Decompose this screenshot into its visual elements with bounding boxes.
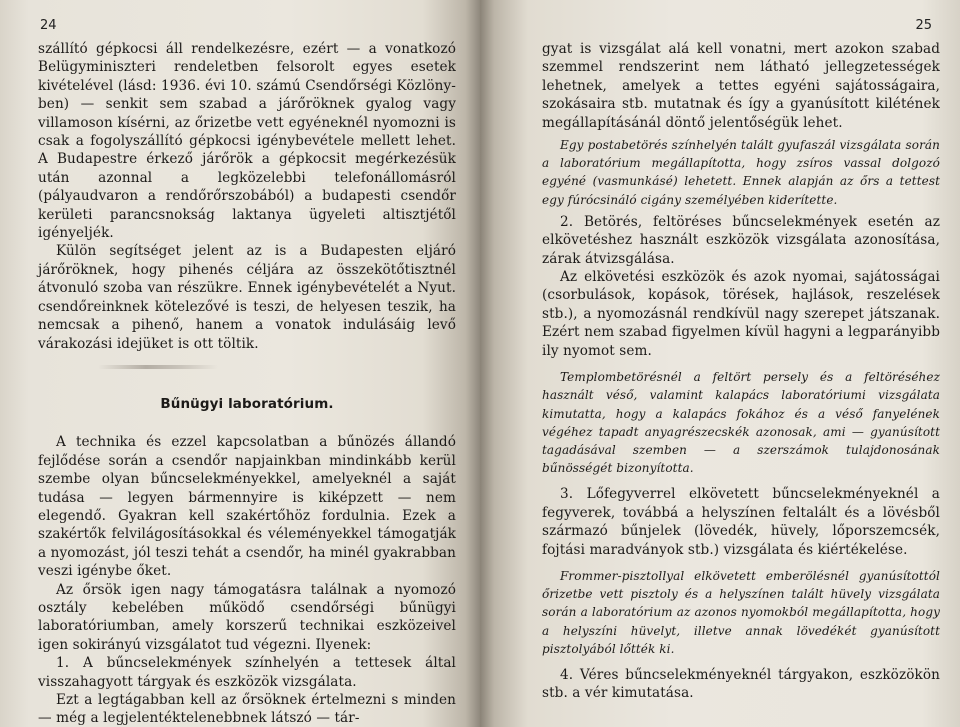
right-paragraph-5: 4. Véres bűncselekményeknél tárgyakon, eszközökön stb. a vér kimutatása. (542, 666, 940, 702)
ink-smudge (98, 365, 218, 369)
left-paragraph-6: Ezt a legtágabban kell az őrsöknek értelmezni s minden — még a legjelentéktelenebbnek látszó — tár- (38, 692, 456, 727)
example-3: Frommer-pisztollyal elkövetett emberölésnél gyanúsítottól őrizetbe vett pisztoly és a helyszínen talált hüvely vizsgálata során a laboratórium az azonos nyomokból megállapította, hogy a helyszíni hüvelyt, illetve annak lövedékét gyanúsított pisztolyából lőtték ki. (542, 568, 940, 656)
section-heading: Bűnügyi laboratórium. (160, 395, 334, 412)
right-page (480, 0, 960, 727)
right-paragraph-2: 2. Betörés, feltöréses bűncselekmények esetén az elkövetéshez használt eszközök vizsgálata azonosítása, zárak átvizsgálása. (542, 213, 940, 267)
right-paragraph-1: gyat is vizsgálat alá kell vonatni, mert azokon szabad szemmel rendszerint nem látható jellegzetességek lehetnek, amelyek a tettes egyéni sajátosságaira, szokásaira stb. mutatnak és így a gyanúsított kilétének megállapításánál döntő jelentőségük lehet. (542, 41, 940, 131)
left-paragraph-5: 1. A bűncselekmények színhelyén a tettesek által visszahagyott tárgyak és eszközök vizsgálata. (38, 655, 456, 690)
left-page-body (38, 40, 456, 727)
right-paragraph-3: Az elkövetési eszközök és azok nyomai, sajátosságai (csorbulások, kopások, törések, hajlások, reszelések stb.), a nyomozásnál rendkívül nagy szerepet játszanak. Ezért nem szabad figyelmen kívül hagyni a legparányibb ily nyomot sem. (542, 269, 940, 359)
left-paragraph-1: szállító gépkocsi áll rendelkezésre, ezért — a vonatkozó Belügyminiszteri rendeletben felsorolt egyes esetek kivételével (lásd: 1936. évi 10. számú Csendőrségi Közlöny-ben) — senkit sem szabad a járőröknek gyalog vagy villamoson kísérni, az őrizetbe vett egyéneknél nyomozni is csak a fogolyszállító gépkocsi igénybevétele mellett lehet. A Budapestre érkező járőrök a gépkocsit megérkezésük után azonnal a legközelebbi telefonállomásról (pályaudvaron a rendőrőrszobából) a budapesti csendőr kerületi parancsnokság laktanya ügyeleti altisztjétől igényeljék. (38, 41, 456, 242)
left-paragraph-3: A technika és ezzel kapcsolatban a bűnözés állandó fejlődése során a csendőr napjainkban mindinkább kerül szembe olyan bűncselekményekkel, amelyeknél a saját tudása — legyen bármennyire is kiképzett — nem elegendő. Gyakran kell szakértőhöz fordulnia. Ezek a szakértők felvilágosításokkal és véleményekkel támogatják a nyomozást, jól teszi tehát a csendőr, ha minél gyakrabban veszi igénybe őket. (38, 434, 456, 580)
example-2: Templombetörésnél a feltört persely és a feltöréséhez használt véső, valamint kalapács laboratóriumi vizsgálata kimutatta, hogy a kalapács fokához és a véső fanyelének végéhez tapadt anyagrészecskék azonosak, ami — gyanúsított tagadásával szemben — a szerszámok tulajdonosának bűnösségét bizonyította. (542, 370, 940, 476)
page-number-right: 25 (915, 18, 932, 33)
page-number-left: 24 (40, 18, 57, 33)
left-paragraph-4: Az őrsök igen nagy támogatásra találnak a nyomozó osztály kebelében működő csendőrségi bűnügyi laboratóriumban, amely korszerű technikai eszközeivel igen sokirányú vizsgálatot tud végezni. Ilyenek: (38, 581, 456, 653)
right-paragraph-4: 3. Lőfegyverrel elkövetett bűncselekményeknél a fegyverek, továbbá a helyszínen feltalált és a lövésből származó bűnjelek (lövedék, hüvely, lőporszemcsék, fojtási maradványok stb.) vizsgálata és kiértékelése. (542, 486, 940, 558)
left-paragraph-2: Külön segítséget jelent az is a Budapesten eljáró járőröknek, hogy pihenés céljára az összekötőtisztnél átvonuló szoba van részükre. Ennek igénybevételét a Nyut. csendőreinknek kötelezővé is teszi, de helyesen teszik, ha nemcsak a pihenő, hanem a vonatok indulásáig levő várakozási idejüket is ott töltik. (38, 243, 456, 352)
right-page-body (542, 40, 940, 703)
example-1: Egy postabetörés színhelyén talált gyufaszál vizsgálata során a laboratórium megállapította, hogy zsíros vassal dolgozó egyéné (vasmunkásé) lehetett. Ennek alapján az őrs a tettest egy fúrócsináló cigány személyében kiderítette. (542, 138, 940, 207)
